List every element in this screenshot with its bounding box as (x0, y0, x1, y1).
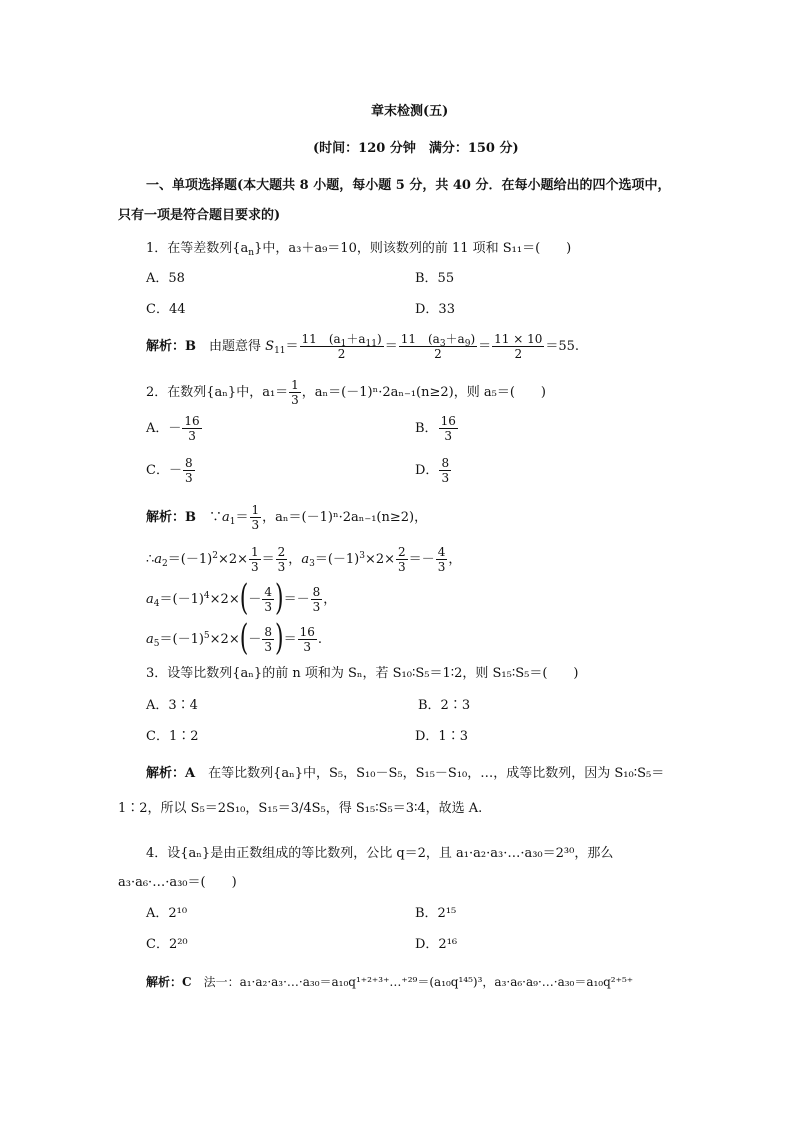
q3-option-c: C．1∶2 (146, 729, 199, 744)
q1-solution: 解析：B 由题意得 $S_{11}=$ $\frac{11 (a_1+a_{11})}{2}$ ＝ $\frac{11 (a_3+a_9)}{2}$ ＝ $\frac{11 \times 10}{2}$ ＝55. (146, 332, 580, 361)
question-4-stem-line1: 4．设{aₙ}是由正数组成的等比数列，公比 q＝2，且 a₁·a₂·a₃·…·a₃₀＝2³⁰，那么 (146, 846, 614, 861)
q2-solution-line3: $a_4=(-1)^4\times 2\times(-$ $\frac{4}{3}$ )＝－ $\frac{8}{3}$ ， (146, 578, 337, 619)
section-heading-line2: 只有一项是符合题目要求的) (118, 208, 281, 223)
q2-option-a: A．－ $\frac{16}{3}$ (146, 414, 200, 443)
question-1-stem: 1．在等差数列$\{a_n\}$中，a₃＋a₉＝10，则该数列的前 11 项和 S₁₁＝( ) (146, 241, 572, 258)
question-2-stem: 2．在数列{aₙ}中，a₁＝ $\frac{1}{3}$ ，aₙ＝(－1)ⁿ·2aₙ₋₁(n≥2)，则 a₅＝( ) (146, 378, 546, 407)
section-heading-line1: 一、单项选择题(本大题共 8 小题，每小题 5 分，共 40 分．在每小题给出的四个选项中， (146, 178, 671, 193)
q1-option-b: B．55 (415, 271, 455, 286)
question-3-stem: 3．设等比数列{aₙ}的前 n 项和为 Sₙ，若 S₁₀∶S₅＝1∶2，则 S₁₅∶S₅＝( ) (146, 666, 579, 681)
exam-info: (时间：120 分钟 满分：150 分) (313, 141, 519, 156)
q2-solution-line1: 解析：B $\because a_1=$ $\frac{1}{3}$ ，aₙ＝(－1)ⁿ·2aₙ₋₁(n≥2)， (146, 503, 428, 532)
q2-option-b: B． $\frac{16}{3}$ (415, 414, 456, 443)
q3-option-a: A．3∶4 (146, 698, 198, 713)
q2-solution-line2: $\therefore a_2=(-1)^2\times 2\times$ $\frac{1}{3}$ ＝ $\frac{2}{3}$ ，$a_3=(-1)^3\times 2\times$ $\frac{2}{3}$ ＝－ $\frac{4}{3}$ ， (146, 545, 462, 574)
q4-option-c: C．2²⁰ (146, 937, 188, 952)
q1-option-a: A．58 (146, 271, 185, 286)
q3-option-b: B．2∶3 (418, 698, 471, 713)
q3-solution-line1: 解析：A 在等比数列{aₙ}中，S₅，S₁₀－S₅，S₁₅－S₁₀，…，成等比数列，因为 S₁₀∶S₅＝ (146, 766, 665, 781)
q4-solution-line1: 解析：C 法一：a₁·a₂·a₃·…·a₃₀＝a₁₀q¹⁺²⁺³⁺…⁺²⁹＝(a₁₀q¹⁴⁵)³，a₃·a₆·a₉·…·a₃₀＝a₁₀q²⁺⁵⁺ (146, 975, 634, 989)
q2-solution-line4: $a_5=(-1)^5\times 2\times(-$ $\frac{8}{3}$ )＝ $\frac{16}{3}$ . (146, 618, 322, 659)
q4-option-a: A．2¹⁰ (146, 906, 188, 921)
q3-option-d: D．1∶3 (415, 729, 468, 744)
q1-option-c: C．44 (146, 302, 186, 317)
question-4-stem-line2: a₃·a₆·…·a₃₀＝( ) (118, 875, 237, 890)
q4-option-b: B．2¹⁵ (415, 906, 457, 921)
q2-option-c: C．－ $\frac{8}{3}$ (146, 456, 193, 485)
q4-option-d: D．2¹⁶ (415, 937, 458, 952)
q3-solution-line2: 1∶2，所以 S₅＝2S₁₀，S₁₅＝3/4S₅，得 S₁₅∶S₅＝3∶4，故选 A. (118, 801, 483, 816)
page-title: 章末检测(五) (371, 104, 449, 119)
q1-option-d: D．33 (415, 302, 455, 317)
q2-option-d: D． $\frac{8}{3}$ (415, 456, 450, 485)
